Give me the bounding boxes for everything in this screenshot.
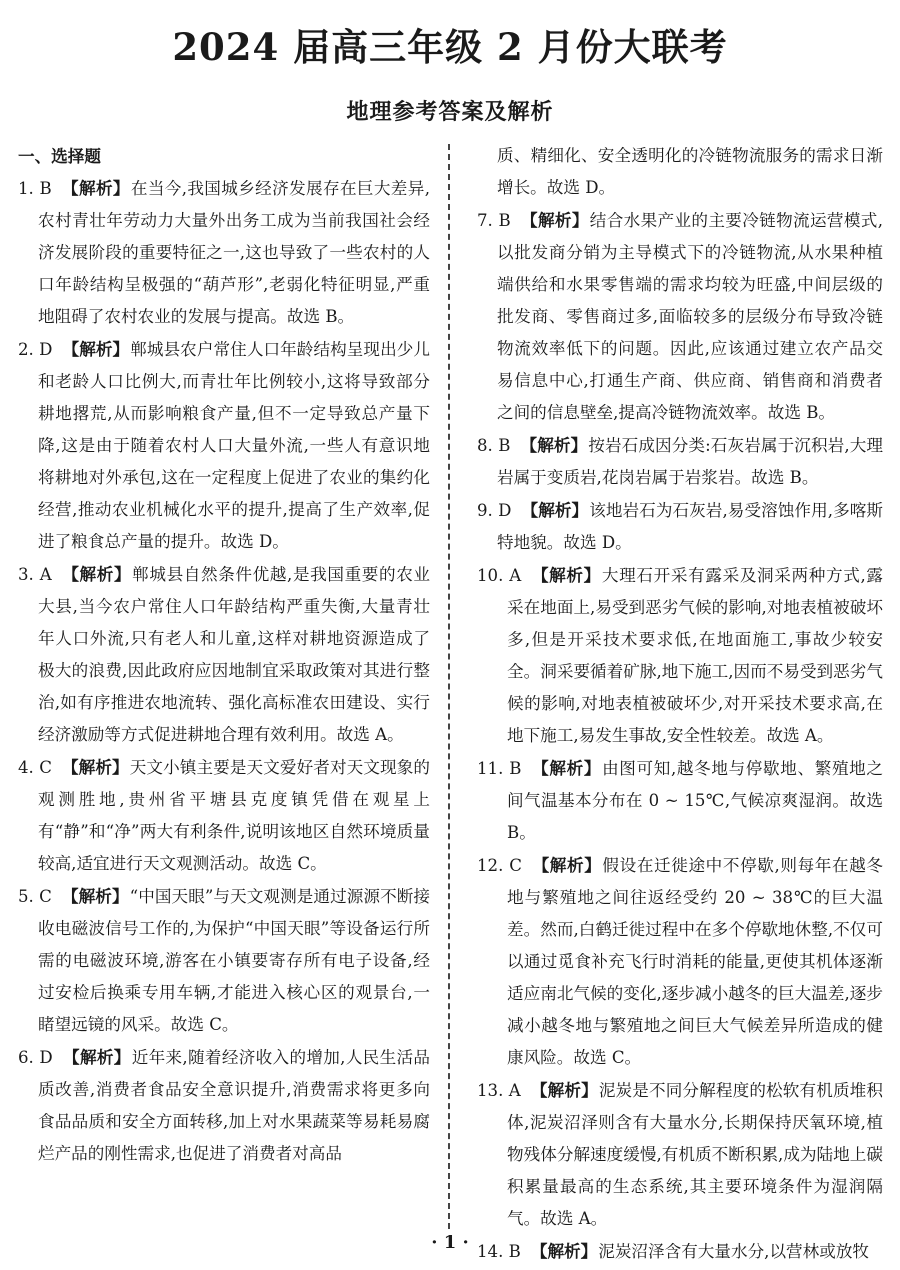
answer-item	[18, 751, 430, 880]
answer-number: 9. D	[477, 501, 512, 520]
answer-explanation: 泥炭沼泽含有大量水分,以营林或放牧	[598, 1242, 870, 1261]
left-column	[18, 140, 430, 1170]
answer-number: 4. C	[18, 758, 52, 777]
page-subtitle: 地理参考答案及解析	[346, 99, 554, 125]
right-answer-list	[477, 204, 883, 1268]
right-column	[477, 140, 883, 1268]
answer-item	[477, 752, 883, 849]
answer-explanation: “中国天眼”与天文观测是通过源源不断接收电磁波信号工作的,为保护“中国天眼”等设备运行所需的电磁波环境,游客在小镇要寄存所有电子设备,经过安检后换乘专用车辆,才能进入核心区的观景台,一睹望远镜的风采。故选 C。	[38, 887, 431, 1034]
answer-explanation: 泥炭是不同分解程度的松软有机质堆积体,泥炭沼泽则含有大量水分,长期保持厌氧环境,植物残体分解速度缓慢,有机质不断积累,成为陆地上碳积累量最高的生态系统,其主要环境条件为湿润隔气。故选 A。	[507, 1081, 883, 1228]
answer-explanation: 近年来,随着经济收入的增加,人民生活品质改善,消费者食品安全意识提升,消费需求将更多向食品品质和安全方面转移,加上对水果蔬菜等易耗易腐烂产品的刚性需求,也促进了消费者对高品	[38, 1048, 430, 1163]
answer-explanation: 郸城县自然条件优越,是我国重要的农业大县,当今农户常住人口年龄结构严重失衡,大量青壮年人口外流,只有老人和儿童,这样对耕地资源造成了极大的浪费,因此政府应因地制宜采取政策对其进行整治,如有序推进农地流转、强化高标准农田建设、实行经济激励等方式促进耕地合理有效利用。故选 A。	[38, 565, 431, 744]
analysis-tag: 【解析】	[61, 886, 129, 906]
analysis-tag: 【解析】	[61, 178, 130, 198]
analysis-tag: 【解析】	[521, 500, 589, 520]
analysis-tag: 【解析】	[61, 757, 129, 777]
analysis-tag: 【解析】	[530, 1080, 598, 1100]
section-heading: 一、选择题	[18, 146, 101, 166]
answer-explanation: 郸城县农户常住人口年龄结构呈现出少儿和老龄人口比例大,而青壮年比例较小,这将导致部分耕地撂荒,从而影响粮食产量,但不一定导致总产量下降,这是由于随着农村人口大量外流,一些人有意识地将耕地对外承包,这在一定程度上促进了农业的集约化经营,推动农业机械化水平的提升,提高了生产效率,促进了粮食总产量的提升。故选 D。	[38, 340, 431, 551]
answer-number: 6. D	[18, 1048, 53, 1067]
answer-explanation: 假设在迁徙途中不停歇,则每年在越冬地与繁殖地之间往返经受约 20 ~ 38℃的巨大温差。然而,白鹤迁徙过程中在多个停歇地休整,不仅可以通过觅食补充飞行时消耗的能量,更使其机体逐渐适应南北气候的变化,逐步减小越冬的巨大温差,逐步减小越冬地与繁殖地之间巨大气候差异所造成的健康风险。故选 C。	[507, 856, 883, 1067]
answer-item	[477, 494, 883, 559]
answer-number: 2. D	[18, 340, 53, 359]
answer-item	[18, 880, 430, 1041]
page-title: 2024 届高三年级 2 月份大联考	[172, 25, 728, 69]
answer-number: 7. B	[477, 211, 511, 230]
left-answer-list	[18, 172, 430, 1170]
analysis-tag: 【解析】	[520, 210, 589, 230]
answer-number: 3. A	[18, 565, 52, 584]
analysis-tag: 【解析】	[61, 564, 132, 584]
answer-item	[477, 849, 883, 1074]
analysis-tag: 【解析】	[531, 565, 601, 585]
answer-item	[18, 558, 430, 751]
column-divider	[448, 144, 450, 1229]
analysis-tag: 【解析】	[520, 435, 588, 455]
answer-explanation: 由图可知,越冬地与停歇地、繁殖地之间气温基本分布在 0 ~ 15℃,气候凉爽湿润。故选 B。	[507, 759, 884, 842]
answer-explanation: 按岩石成因分类:石灰岩属于沉积岩,大理岩属于变质岩,花岗岩属于岩浆岩。故选 B。	[497, 436, 883, 487]
answer-number: 8. B	[477, 436, 511, 455]
answer-explanation: 在当今,我国城乡经济发展存在巨大差异,农村青壮年劳动力大量外出务工成为当前我国社会经济发展阶段的重要特征之一,这也导致了一些农村的人口年龄结构呈极强的“葫芦形”,老弱化特征明显,严重地阻碍了农村农业的发展与提高。故选 B。	[38, 179, 430, 326]
analysis-tag: 【解析】	[62, 339, 130, 359]
answer-explanation: 该地岩石为石灰岩,易受溶蚀作用,多喀斯特地貌。故选 D。	[497, 501, 883, 552]
answer-item	[18, 172, 430, 333]
answer-explanation: 结合水果产业的主要冷链物流运营模式,以批发商分销为主导模式下的冷链物流,从水果种植端供给和水果零售端的需求均较为旺盛,中间层级的批发商、零售商过多,面临较多的层级分布导致冷链物流效率低下的问题。因此,应该通过建立农产品交易信息中心,打通生产商、供应商、销售商和消费者之间的信息壁垒,提高冷链物流效率。故选 B。	[497, 211, 883, 422]
continuation-text: 质、精细化、安全透明化的冷链物流服务的需求日渐增长。故选 D。	[497, 146, 883, 197]
answer-number: 5. C	[18, 887, 52, 906]
analysis-tag: 【解析】	[531, 758, 602, 778]
answer-number: 12. C	[477, 856, 522, 875]
answer-number: 13. A	[477, 1081, 521, 1100]
analysis-tag: 【解析】	[530, 1241, 598, 1261]
answer-item	[477, 204, 883, 429]
answer-number: 11. B	[477, 759, 522, 778]
answer-explanation: 大理石开采有露采及洞采两种方式,露采在地面上,易受到恶劣气候的影响,对地表植被破坏多,但是开采技术要求低,在地面施工,事故少较安全。洞采要循着矿脉,地下施工,因而不易受到恶劣气候的影响,对地表植被破坏少,对开采技术要求高,在地下施工,易发生事故,安全性较差。故选 A。	[507, 566, 883, 745]
answer-item	[477, 429, 883, 494]
analysis-tag: 【解析】	[62, 1047, 131, 1067]
answer-number: 10. A	[477, 566, 522, 585]
answer-item	[18, 1041, 430, 1170]
answer-item	[18, 333, 430, 558]
page-number: · 1 ·	[431, 1232, 469, 1253]
answer-item	[477, 1074, 883, 1235]
answer-explanation: 天文小镇主要是天文爱好者对天文现象的观测胜地,贵州省平塘县克度镇凭借在观星上有“静”和“净”两大有利条件,说明该地区自然环境质量较高,适宜进行天文观测活动。故选 C。	[38, 758, 431, 873]
answer-number: 14. B	[477, 1242, 521, 1261]
analysis-tag: 【解析】	[531, 855, 602, 875]
answer-number: 1. B	[18, 179, 52, 198]
answer-item	[477, 559, 883, 752]
